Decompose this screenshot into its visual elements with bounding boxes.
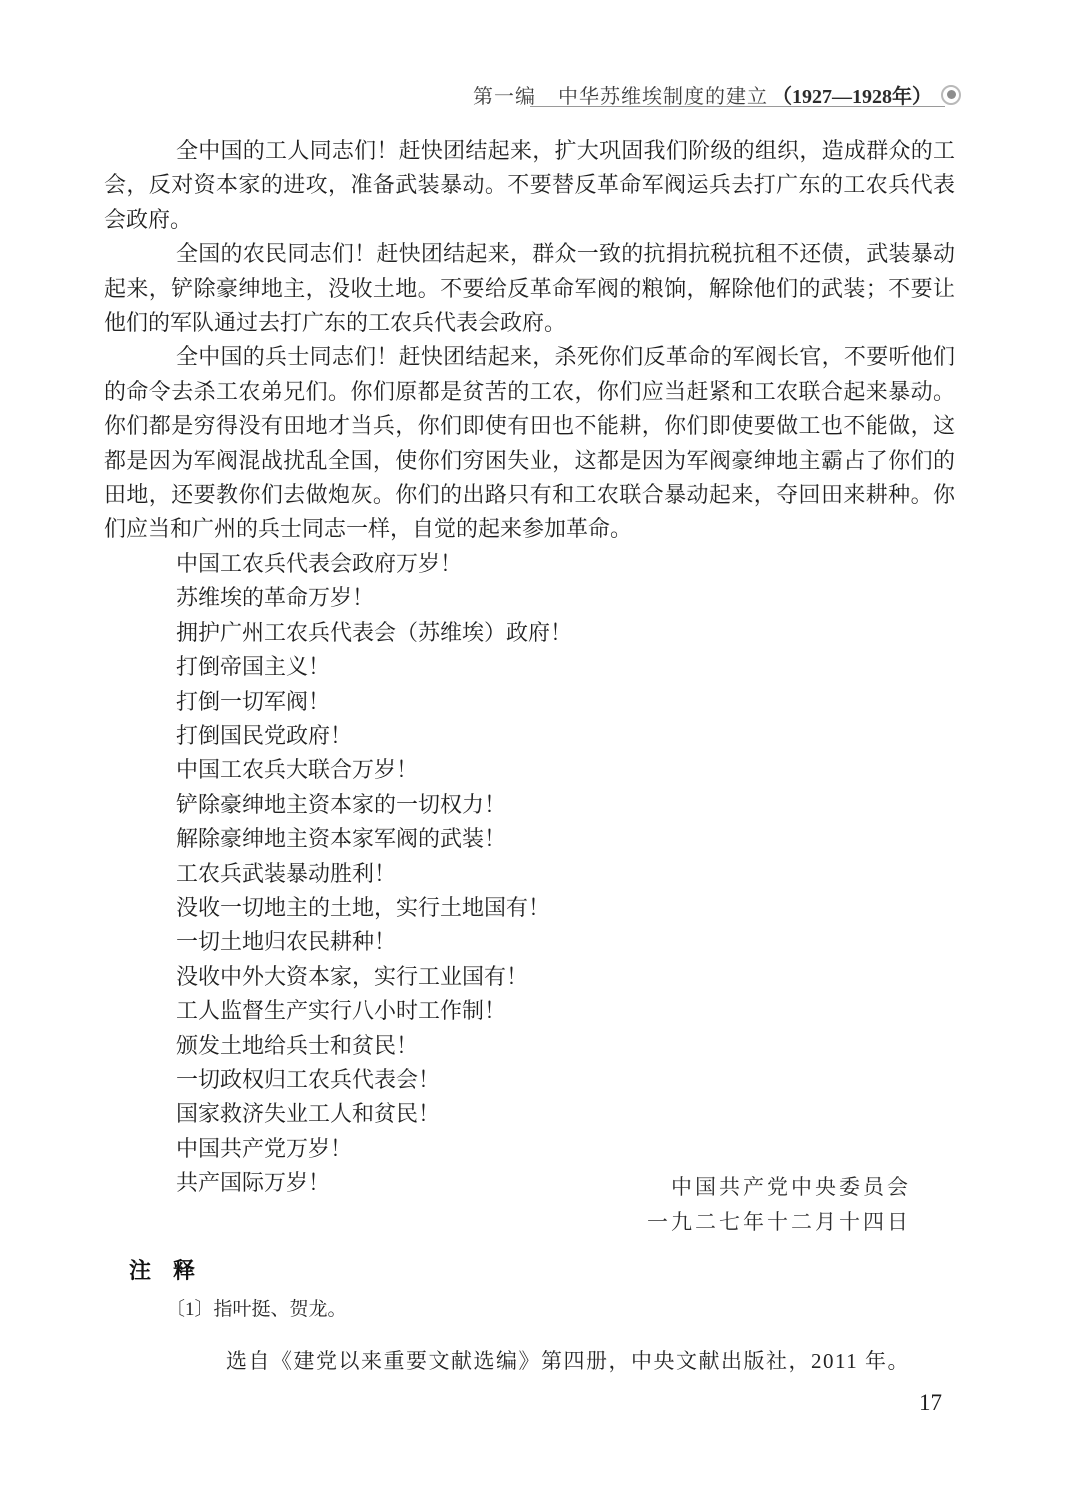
slogan-line: 工农兵武装暴动胜利！ (176, 860, 397, 886)
slogan-line: 一切政权归工农兵代表会！ (176, 1066, 441, 1092)
slogan-line: 没收一切地主的土地，实行土地国有！ (176, 894, 551, 920)
slogan-line: 解除豪绅地主资本家军阀的武装！ (176, 826, 507, 852)
source-attribution: 选自《建党以来重要文献选编》第四册，中央文献出版社，2011 年。 (226, 1349, 910, 1373)
slogan-line: 铲除豪绅地主资本家的一切权力！ (176, 791, 507, 817)
signature-block (104, 1170, 955, 1240)
slogan-line: 国家救济失业工人和贫民！ (176, 1101, 441, 1127)
paragraph: 全国的农民同志们！赶快团结起来，群众一致的抗捐抗税抗租不还债，武装暴动起来，铲除豪绅地主，没收土地。不要给反革命军阀的粮饷，解除他们的武装；不要让他们的军队通过去打广东的工农兵代表会政府。 (104, 241, 955, 336)
header-years: （1927—1928年） (772, 86, 932, 108)
slogan-line: 没收中外大资本家，实行工业国有！ (176, 963, 529, 989)
note-item: 〔1〕指叶挺、贺龙。 (166, 1299, 347, 1320)
slogan-line: 中国工农兵大联合万岁！ (176, 757, 419, 783)
bullseye-icon-dot (947, 90, 956, 99)
slogan-line: 打倒帝国主义！ (176, 654, 331, 680)
slogan-line: 打倒一切军阀！ (176, 688, 331, 714)
running-head (473, 80, 961, 109)
header-section-label: 第一编 (473, 86, 536, 108)
paragraph: 全中国的工人同志们！赶快团结起来，扩大巩固我们阶级的组织，造成群众的工会，反对资本家的进攻，准备武装暴动。不要替反革命军阀运兵去打广东的工农兵代表会政府。 (104, 138, 955, 232)
slogan-line: 中国共产党万岁！ (176, 1135, 353, 1161)
notes-heading: 注 释 (129, 1258, 196, 1283)
signature-author: 中国共产党中央委员会 (671, 1175, 911, 1199)
document-body (104, 134, 955, 1201)
slogan-line: 颁发土地给兵士和贫民！ (176, 1032, 419, 1058)
paragraph: 全中国的兵士同志们！赶快团结起来，杀死你们反革命的军阀长官，不要听他们的命令去杀工农弟兄们。你们原都是贫苦的工农，你们应当赶紧和工农联合起来暴动。你们都是穷得没有田地才当兵，你们即使有田也不能耕，你们即使要做工也不能做，这都是因为军阀混战扰乱全国，使你们穷困失业，这都是因为军阀豪绅地主霸占了你们的田地，还要教你们去做炮灰。你们的出路只有和工农联合暴动起来，夺回田来耕种。你们应当和广州的兵士同志一样，自觉的起来参加革命。 (104, 344, 955, 542)
header-title: 中华苏维埃制度的建立 (558, 86, 768, 108)
slogan-line: 拥护广州工农兵代表会（苏维埃）政府！ (176, 619, 573, 645)
slogan-line: 中国工农兵代表会政府万岁！ (176, 550, 463, 576)
bullseye-icon (941, 85, 961, 105)
slogan-line: 打倒国民党政府！ (176, 722, 353, 748)
slogan-line: 一切土地归农民耕种！ (176, 929, 397, 955)
slogan-line: 苏维埃的革命万岁！ (176, 585, 375, 611)
slogan-line: 工人监督生产实行八小时工作制！ (176, 998, 507, 1024)
slogan-line: 共产国际万岁！ (176, 1170, 331, 1196)
page-number: 17 (919, 1390, 942, 1415)
signature-date: 一九二七年十二月十四日 (647, 1210, 911, 1234)
